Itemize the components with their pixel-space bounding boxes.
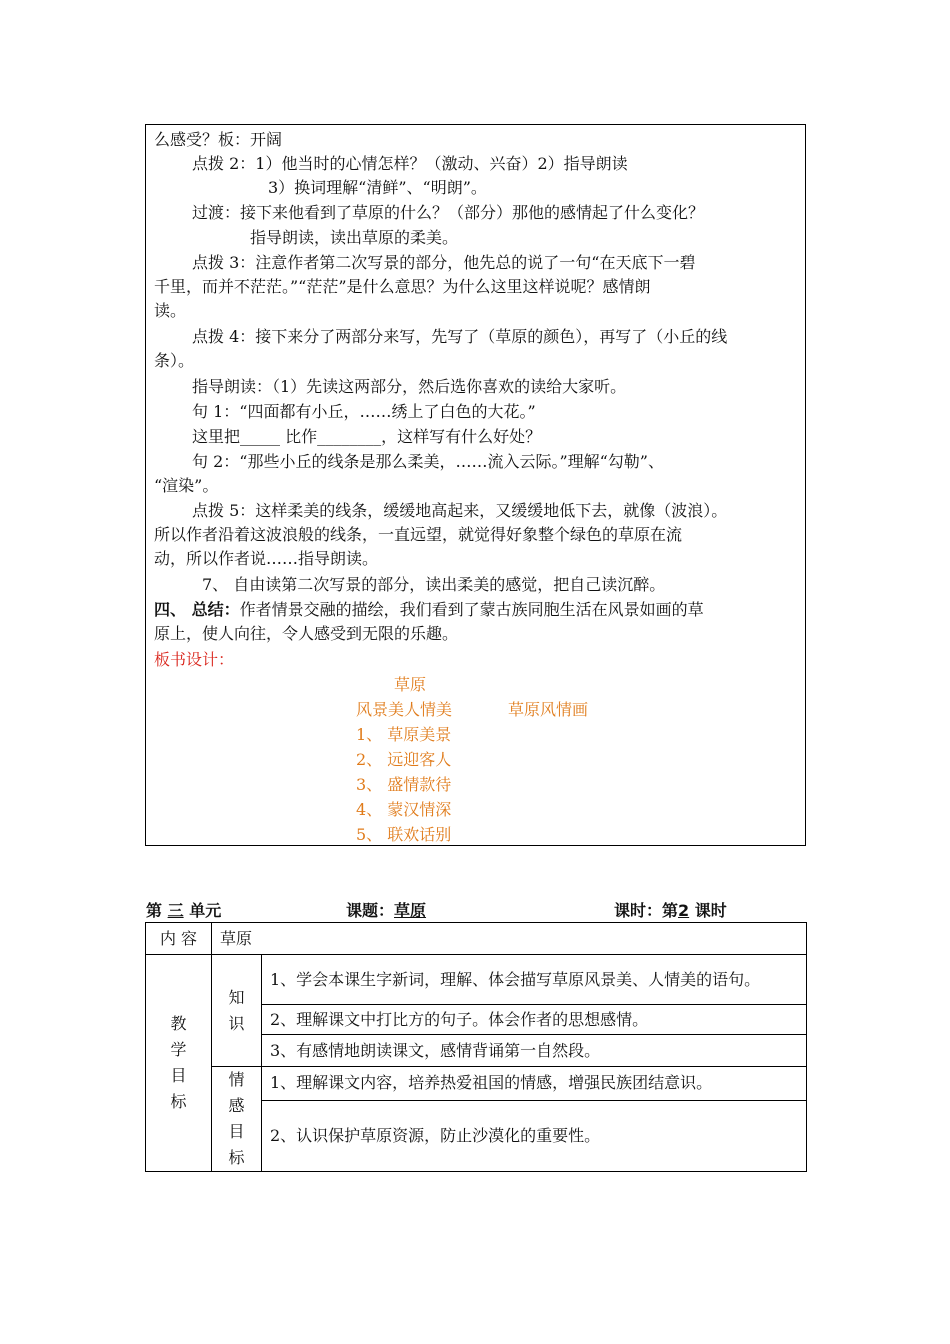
summary-text: 作者情景交融的描绘，我们看到了蒙古族同胞生活在风景如画的草: [239, 600, 704, 619]
text-line: 3）换词理解“清鲜”、“明朗”。: [268, 178, 487, 197]
text-line: 条）。: [154, 351, 195, 370]
text-line: 读。: [154, 301, 187, 320]
unit-label: 第 三 单元: [146, 901, 222, 920]
objectives-table: [145, 922, 807, 1172]
period-number: 2: [678, 901, 690, 920]
emotion-item: 2、认识保护草原资源，防止沙漠化的重要性。: [262, 1100, 807, 1171]
board-item: 3、 盛情款待: [356, 775, 452, 794]
text-line: 句 1：“四面都有小丘，……绣上了白色的大花。”: [192, 402, 536, 421]
content-label-cell: 内 容: [146, 923, 212, 955]
content-value-cell: 草原: [212, 923, 807, 955]
knowledge-item: 1、学会本课生字新词，理解、体会描写草原风景美、人情美的语句。: [262, 955, 807, 1005]
text-line: 点拨 4：接下来分了两部分来写，先写了（草原的颜色），再写了（小丘的线: [192, 327, 728, 346]
unit-number: 三: [167, 901, 184, 920]
text-line: 点拨 3：注意作者第二次写景的部分，他先总的说了一句“在天底下一碧: [192, 253, 696, 272]
board-title: 草原: [394, 675, 427, 694]
text-line: 7、 自由读第二次写景的部分，读出柔美的感觉，把自己读沉醉。: [202, 575, 666, 594]
text-line: 指导朗读，读出草原的柔美。: [250, 228, 459, 247]
text-line: 点拨 2：1）他当时的心情怎样？（激动、兴奋）2）指导朗读: [192, 154, 628, 173]
text-line: 句 2：“那些小丘的线条是那么柔美，……流入云际。”理解“勾勒”、: [192, 452, 664, 471]
text-line: 千里，而并不茫茫。”“茫茫”是什么意思？为什么这里这样说呢？感情朗: [154, 277, 651, 296]
topic-label: 课题：草原: [346, 901, 427, 920]
text-line: 指导朗读：（1）先读这两部分，然后选你喜欢的读给大家听。: [192, 377, 627, 396]
board-item: 2、 远迎客人: [356, 750, 452, 769]
goals-label-cell: 教学目标: [146, 955, 212, 1172]
board-item: 5、 联欢话别: [356, 825, 452, 844]
knowledge-item: 2、理解课文中打比方的句子。体会作者的思想感情。: [262, 1005, 807, 1035]
board-design-label: 板书设计：: [154, 650, 235, 669]
text-line: 所以作者沿着这波浪般的线条，一直远望，就觉得好象整个绿色的草原在流: [154, 525, 683, 544]
emotion-item: 1、理解课文内容，培养热爱祖国的情感，增强民族团结意识。: [262, 1067, 807, 1101]
text-line: 么感受？板：开阔: [154, 130, 283, 149]
board-item: 1、 草原美景: [356, 725, 452, 744]
board-left-heading: 风景美人情美: [356, 700, 453, 719]
text-line: 动，所以作者说……指导朗读。: [154, 549, 379, 568]
text-line: 过渡：接下来他看到了草原的什么？（部分）那他的感情起了什么变化？: [192, 203, 705, 222]
knowledge-label-cell: 知识: [212, 955, 262, 1067]
text-line: 点拨 5：这样柔美的线条，缓缓地高起来，又缓缓地低下去，就像（波浪）。: [192, 501, 728, 520]
emotion-label-cell: 情感目标: [212, 1067, 262, 1172]
summary-label: 四、 总结：: [154, 600, 240, 619]
text-line: 这里把_____ 比作________，这样写有什么好处？: [192, 427, 542, 446]
knowledge-item: 3、有感情地朗读课文，感情背诵第一自然段。: [262, 1035, 807, 1067]
topic-value: 草原: [394, 901, 427, 920]
board-right-heading: 草原风情画: [508, 700, 589, 719]
board-item: 4、 蒙汉情深: [356, 800, 452, 819]
text-line: 原上，使人向往，令人感受到无限的乐趣。: [154, 624, 459, 643]
text-line: “渲染”。: [154, 476, 219, 495]
period-label: 课时：第2 课时: [614, 901, 727, 920]
lesson-plan-text-box: [145, 124, 806, 846]
summary-line: [154, 599, 704, 621]
